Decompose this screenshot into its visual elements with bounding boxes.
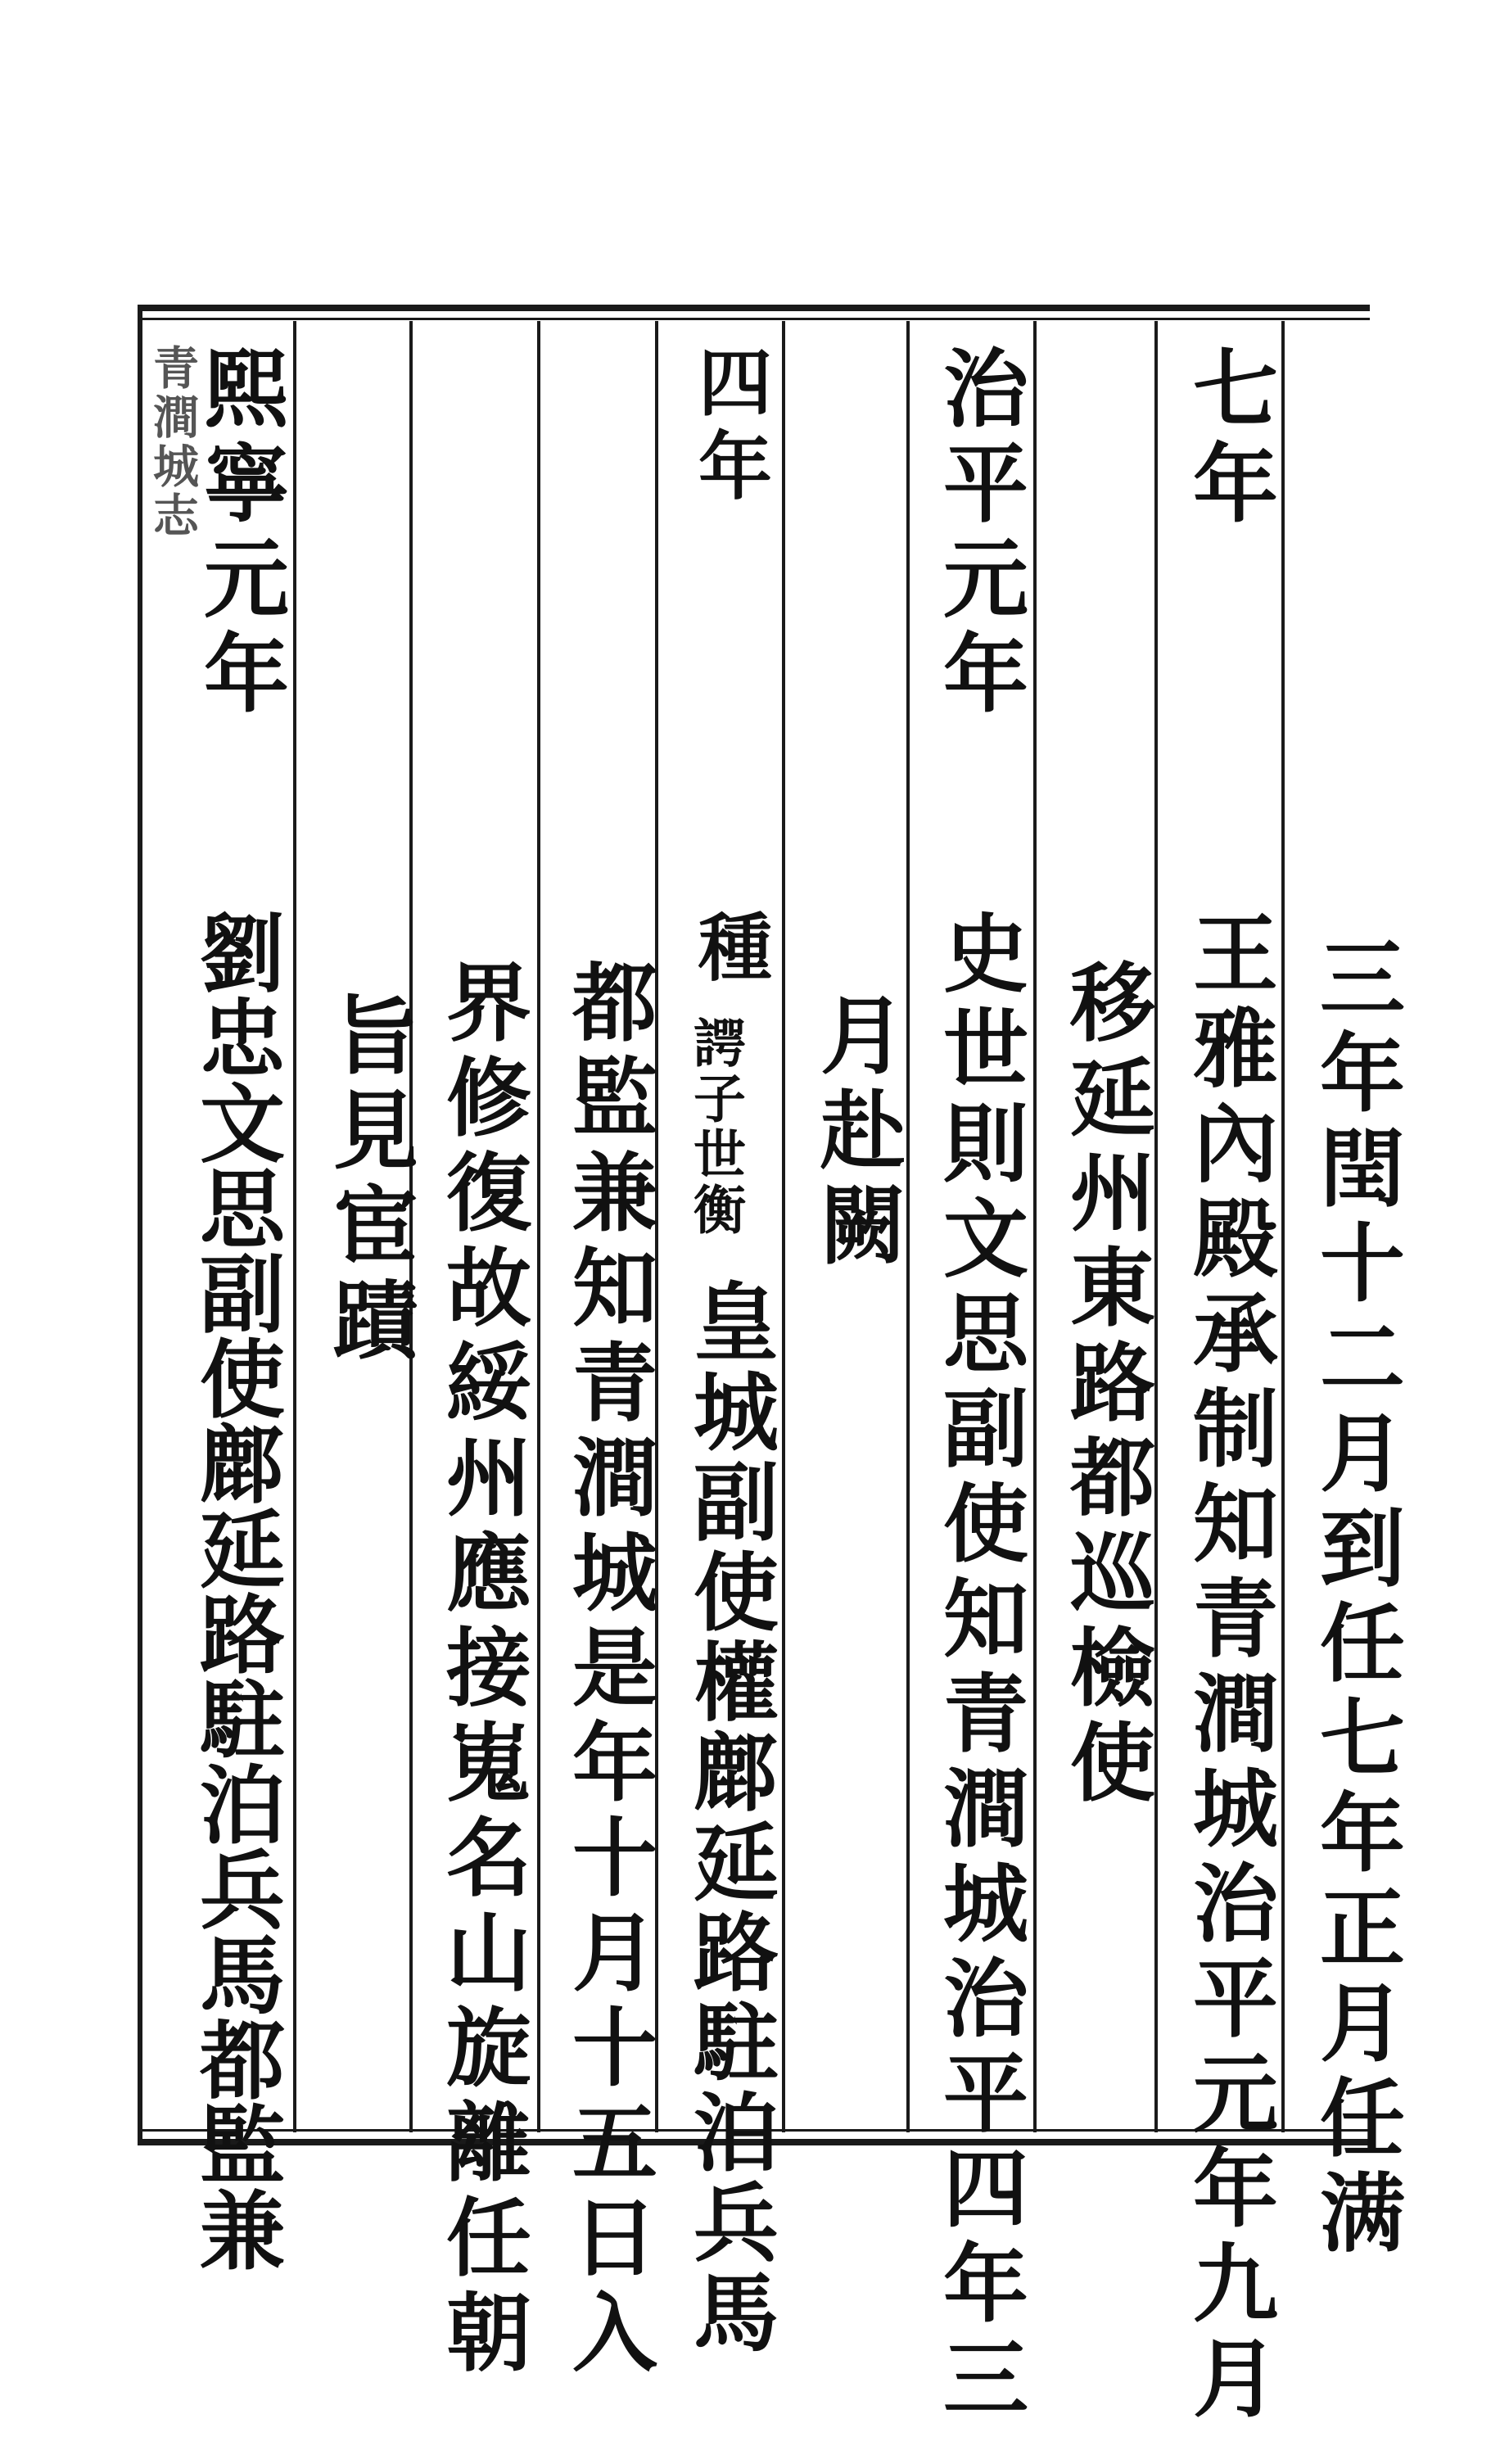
text-column-6-top: 種: [685, 909, 772, 992]
text-column-7: 都監兼知青澗城是年十月十五日入: [558, 958, 658, 2383]
text-column-6-note: 諤子世衡: [684, 1015, 746, 1238]
left-margin-border: [138, 305, 142, 2145]
text-column-10: 劉忠文思副使鄜延路駐泊兵馬都監兼: [185, 909, 286, 2272]
text-column-8: 界修復故綏州應接嵬名山旋離任朝: [431, 958, 532, 2383]
top-border-rule-inner: [138, 318, 1370, 320]
text-column-5: 月赴闕: [806, 991, 906, 1276]
year-heading-sinian: 四年: [685, 344, 772, 511]
top-border-rule: [138, 305, 1370, 311]
year-heading-zhiping: 治平元年: [928, 344, 1029, 724]
text-column-3: 移延州東路都巡檢使: [1055, 958, 1156, 1813]
year-heading-qinian: 七年: [1178, 344, 1279, 534]
margin-title: 青澗城志: [146, 344, 200, 540]
text-column-6: 皇城副使權鄜延路駐泊兵馬: [679, 1277, 779, 2358]
text-column-4: 史世則文思副使知青澗城治平四年三: [928, 909, 1029, 2429]
year-heading-xining: 熙寧元年: [189, 344, 290, 724]
text-column-2: 王雅內殿承制知青澗城治平元年九月: [1178, 909, 1279, 2429]
text-column-1: 三年閏十二月到任七年正月任满: [1305, 934, 1406, 2263]
text-column-9: 旨見宦蹟: [319, 991, 419, 1371]
